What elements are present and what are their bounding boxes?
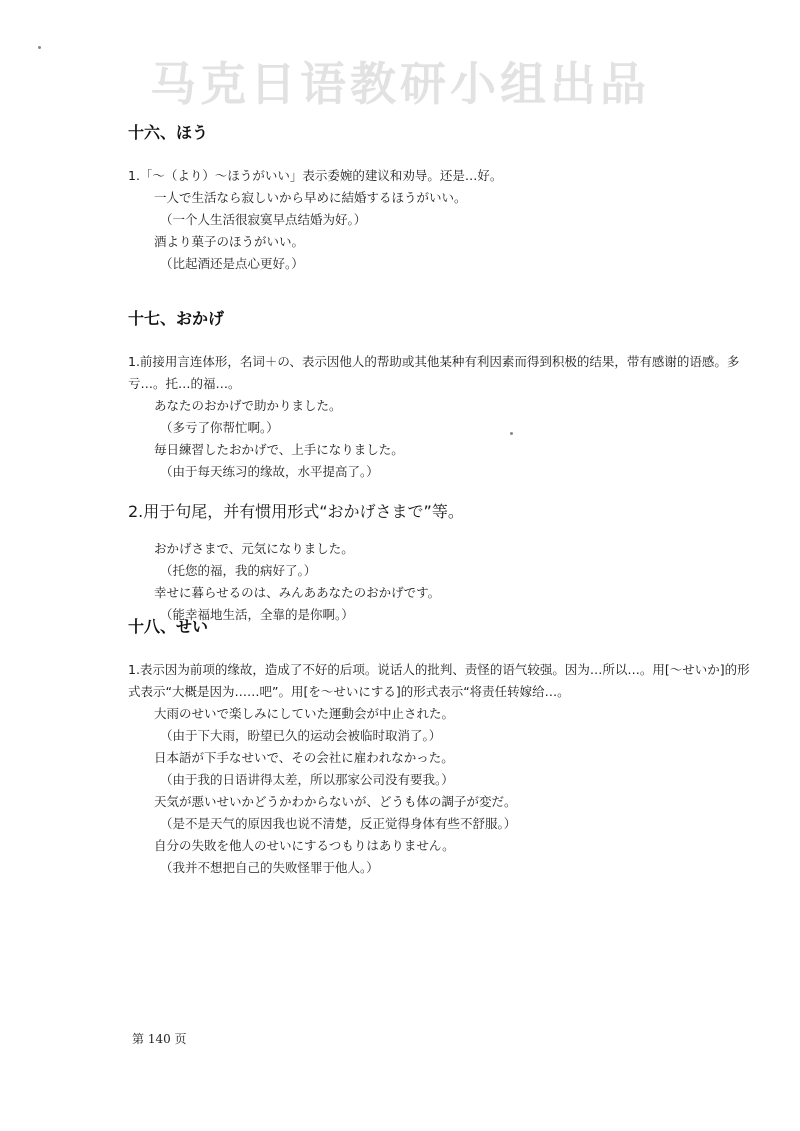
scan-speck (38, 46, 41, 49)
watermark: 马克日语教研小组出品 (150, 57, 650, 111)
example-cn: （我并不想把自己的失败怪罪于他人。） (160, 860, 379, 875)
section-17 (128, 306, 750, 626)
grammar-item (128, 165, 750, 275)
section-title: 十七、おかげ (128, 309, 225, 328)
example-jp: 毎日練習したおかげで、上手になりました。 (154, 442, 404, 457)
example-jp: 天気が悪いせいかどうかわからないが、どうも体の調子が変だ。 (154, 794, 517, 809)
item-head: 1.「～（より）～ほうがいい」表示委婉的建议和劝导。还是…好。 (128, 168, 503, 183)
example-jp: 大雨のせいで楽しみにしていた運動会が中止された。 (154, 706, 455, 721)
grammar-item (128, 659, 750, 879)
section-title: 十八、せい (128, 617, 209, 636)
grammar-item (128, 499, 750, 626)
example-jp: 一人で生活なら寂しいから早めに結婚するほうがいい。 (154, 190, 467, 205)
example-jp: 酒より菓子のほうがいい。 (154, 234, 305, 249)
example-cn: （由于我的日语讲得太差，所以那家公司没有要我。） (160, 772, 454, 787)
example-cn: （多亏了你帮忙啊。） (160, 420, 279, 435)
example-jp: あなたのおかげで助かりました。 (154, 398, 342, 413)
example-jp: 日本語が下手なせいで、その会社に雇われなかった。 (154, 750, 454, 765)
example-cn: （能幸福地生活，全靠的是你啊。） (160, 607, 354, 622)
section-title: 十六、ほう (128, 123, 209, 142)
example-jp: 自分の失敗を他人のせいにするつもりはありません。 (154, 838, 455, 853)
scan-speck (510, 432, 513, 435)
section-16 (128, 120, 750, 275)
item-head: 1.前接用言连体形，名词＋の、表示因他人的帮助或其他某种有利因素而得到积极的结果，带有感谢的语感。多亏…。托…的福…。 (128, 354, 740, 391)
grammar-item (128, 351, 750, 483)
example-cn: （比起酒还是点心更好。） (160, 256, 304, 271)
page-number: 第 140 页 (132, 1032, 187, 1046)
example-cn: （由于每天练习的缘故，水平提高了。） (160, 464, 379, 479)
section-18 (128, 614, 750, 879)
example-cn: （托您的福，我的病好了。） (160, 563, 317, 578)
example-cn: （由于下大雨，盼望已久的运动会被临时取消了。） (160, 728, 442, 743)
item-head: 1.表示因为前项的缘故，造成了不好的后项。说话人的批判、责怪的语气较强。因为…所以…。用[～せいか]的形式表示“大概是因为……吧”。用[を～せいにする]的形式表示“将责任转嫁给…。 (128, 662, 750, 699)
example-cn: （是不是天气的原因我也说不清楚，反正觉得身体有些不舒服。） (160, 816, 517, 831)
example-jp: おかげさまで、元気になりました。 (154, 541, 354, 556)
example-cn: （一个人生活很寂寞早点结婚为好。） (160, 212, 367, 227)
example-jp: 幸せに暮らせるのは、みんああなたのおかげです。 (154, 585, 441, 600)
item-head: 2.用于句尾，并有惯用形式“おかげさまで”等。 (128, 502, 464, 521)
